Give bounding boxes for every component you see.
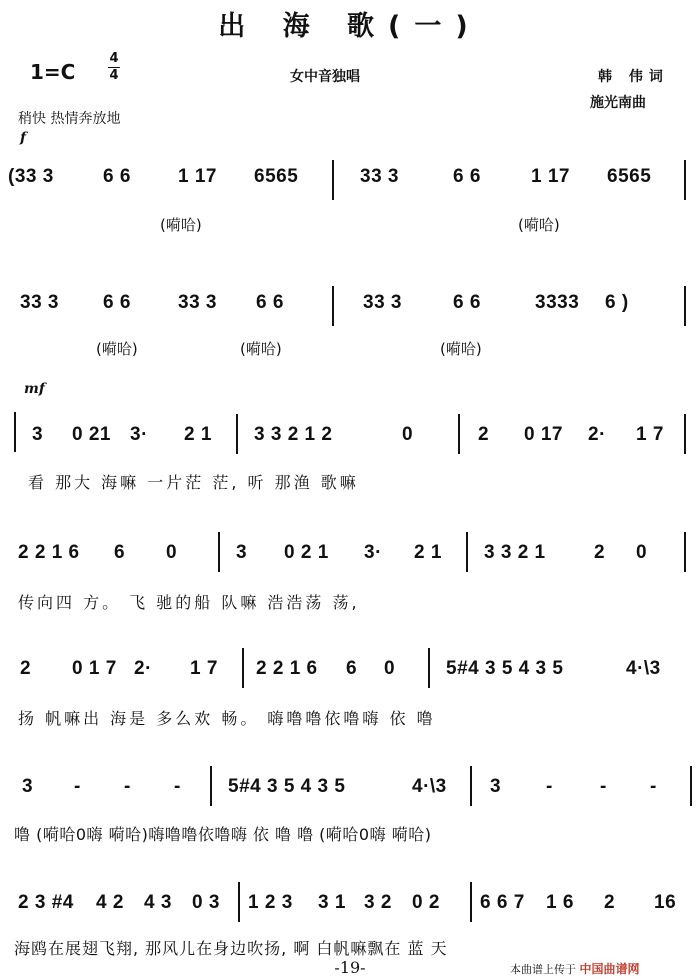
page-number: -19- [334,958,366,977]
syllable: (嗬哈) [440,340,482,358]
syllable: (嗬哈) [518,216,560,234]
note-group: 0 [384,658,396,679]
note-group: 2 [604,892,616,913]
note-group: 33 3 [360,166,399,187]
note-group: 2 1 [414,542,442,563]
repeat-barline [14,412,16,452]
note-group: 3333 [535,292,580,313]
note-group: 2 [478,424,490,445]
note-group: - [546,776,553,797]
note-group: 4·\3 [626,658,661,679]
barline [332,286,334,326]
note-group: 2 2 1 6 [18,542,80,563]
note-group: 0 [636,542,648,563]
meter-top: 4 [109,51,119,66]
syllable: (嗬哈) [160,216,202,234]
lyric-line: 看 那大 海嘛 一片茫 茫, 听 那渔 歌嘛 [28,473,359,492]
note-group: - [74,776,81,797]
note-group: - [174,776,181,797]
note-group: 6565 [254,166,299,187]
note-group: 6 6 [103,292,131,313]
note-group: (33 3 [8,166,54,187]
syllable: (嗬哈) [240,340,282,358]
lyricist-credit: 韩 伟词 [598,69,669,85]
note-group: 2 [20,658,32,679]
barline [242,648,244,688]
note-group: 1 17 [531,166,570,187]
composer-credit: 施光南曲 [590,95,646,111]
note-group: 6 6 [453,166,481,187]
note-group: 6 6 [103,166,131,187]
note-group: - [650,776,657,797]
note-group: 5#4 3 5 4 3 5 [228,776,346,797]
barline [466,532,468,572]
barline [684,532,686,572]
note-group: 0 17 [524,424,563,445]
upload-text: 本曲谱上传于 [510,963,576,976]
note-group: 2 [594,542,606,563]
note-group: - [124,776,131,797]
note-group: 2 2 1 6 [256,658,318,679]
barline [684,286,686,326]
note-group: 16 [654,892,677,913]
note-group: 6 [346,658,358,679]
note-group: 6 6 [256,292,284,313]
note-group: 3 3 2 1 2 [254,424,333,445]
note-group: 0 2 [412,892,440,913]
note-group: 5#4 3 5 4 3 5 [446,658,564,679]
site-brand: 中国曲谱网 [579,962,640,976]
barline [690,766,692,806]
note-group: 6 6 7 [480,892,525,913]
note-group: 4 2 [96,892,124,913]
note-group: 3 3 2 1 [484,542,546,563]
barline [236,414,238,454]
footer-watermark [510,960,640,977]
time-signature [108,52,120,83]
note-group: 1 2 3 [248,892,293,913]
page-title: 出 海 歌(一) [218,11,482,42]
barline [238,882,240,922]
note-group: 6 ) [605,292,629,313]
note-group: 3 1 [318,892,346,913]
note-group: 3 2 [364,892,392,913]
barline [470,882,472,922]
note-group: 2· [134,658,152,679]
note-group: 33 3 [363,292,402,313]
lyric-line: 传向四 方。 飞 驰的船 队嘛 浩浩荡 荡, [18,593,360,612]
note-group: 0 [402,424,414,445]
barline [470,766,472,806]
note-group: 3· [130,424,148,445]
barline [332,160,334,200]
lyric-line: 噜 (嗬哈0嗨 嗬哈)嗨噜噜依噜嗨 依 噜 噜 (嗬哈0嗨 嗬哈) [14,825,432,844]
barline [218,532,220,572]
note-group: 0 21 [72,424,111,445]
note-group: 3· [364,542,382,563]
tempo-marking: 稍快 热情奔放地 [18,111,121,127]
note-group: 4·\3 [412,776,447,797]
note-group: 6 6 [453,292,481,313]
meter-bottom: 4 [109,68,119,83]
note-group: 1 17 [178,166,217,187]
syllable: (嗬哈) [96,340,138,358]
note-group: - [600,776,607,797]
note-group: 4 3 [144,892,172,913]
barline [458,414,460,454]
lyric-line: 海鸥在展翅飞翔, 那风儿在身边吹扬, 啊 白帆嘛飘在 蓝 天 [14,939,448,958]
note-group: 1 7 [190,658,218,679]
note-group: 6565 [607,166,652,187]
note-group: 6 [114,542,126,563]
note-group: 0 2 1 [284,542,329,563]
note-group: 3 [32,424,44,445]
note-group: 1 7 [636,424,664,445]
note-group: 33 3 [178,292,217,313]
note-group: 0 [166,542,178,563]
note-group: 1 6 [546,892,574,913]
barline [684,414,686,454]
note-group: 3 [236,542,248,563]
note-group: 33 3 [20,292,59,313]
note-group: 2 3 #4 [18,892,74,913]
note-group: 3 [490,776,502,797]
note-group: 2 1 [184,424,212,445]
barline [428,648,430,688]
note-group: 0 1 7 [72,658,117,679]
barline [210,766,212,806]
barline [684,160,686,200]
key-signature: 1=C [30,60,76,84]
performance-note: 女中音独唱 [290,69,360,85]
note-group: 2· [588,424,606,445]
note-group: 3 [22,776,34,797]
lyric-line: 扬 帆嘛出 海是 多么欢 畅。 嗨噜噜依噜嗨 依 噜 [18,709,436,728]
note-group: 0 3 [192,892,220,913]
dynamic-forte: f [20,130,27,146]
dynamic-mezzo-forte: mf [24,381,45,397]
